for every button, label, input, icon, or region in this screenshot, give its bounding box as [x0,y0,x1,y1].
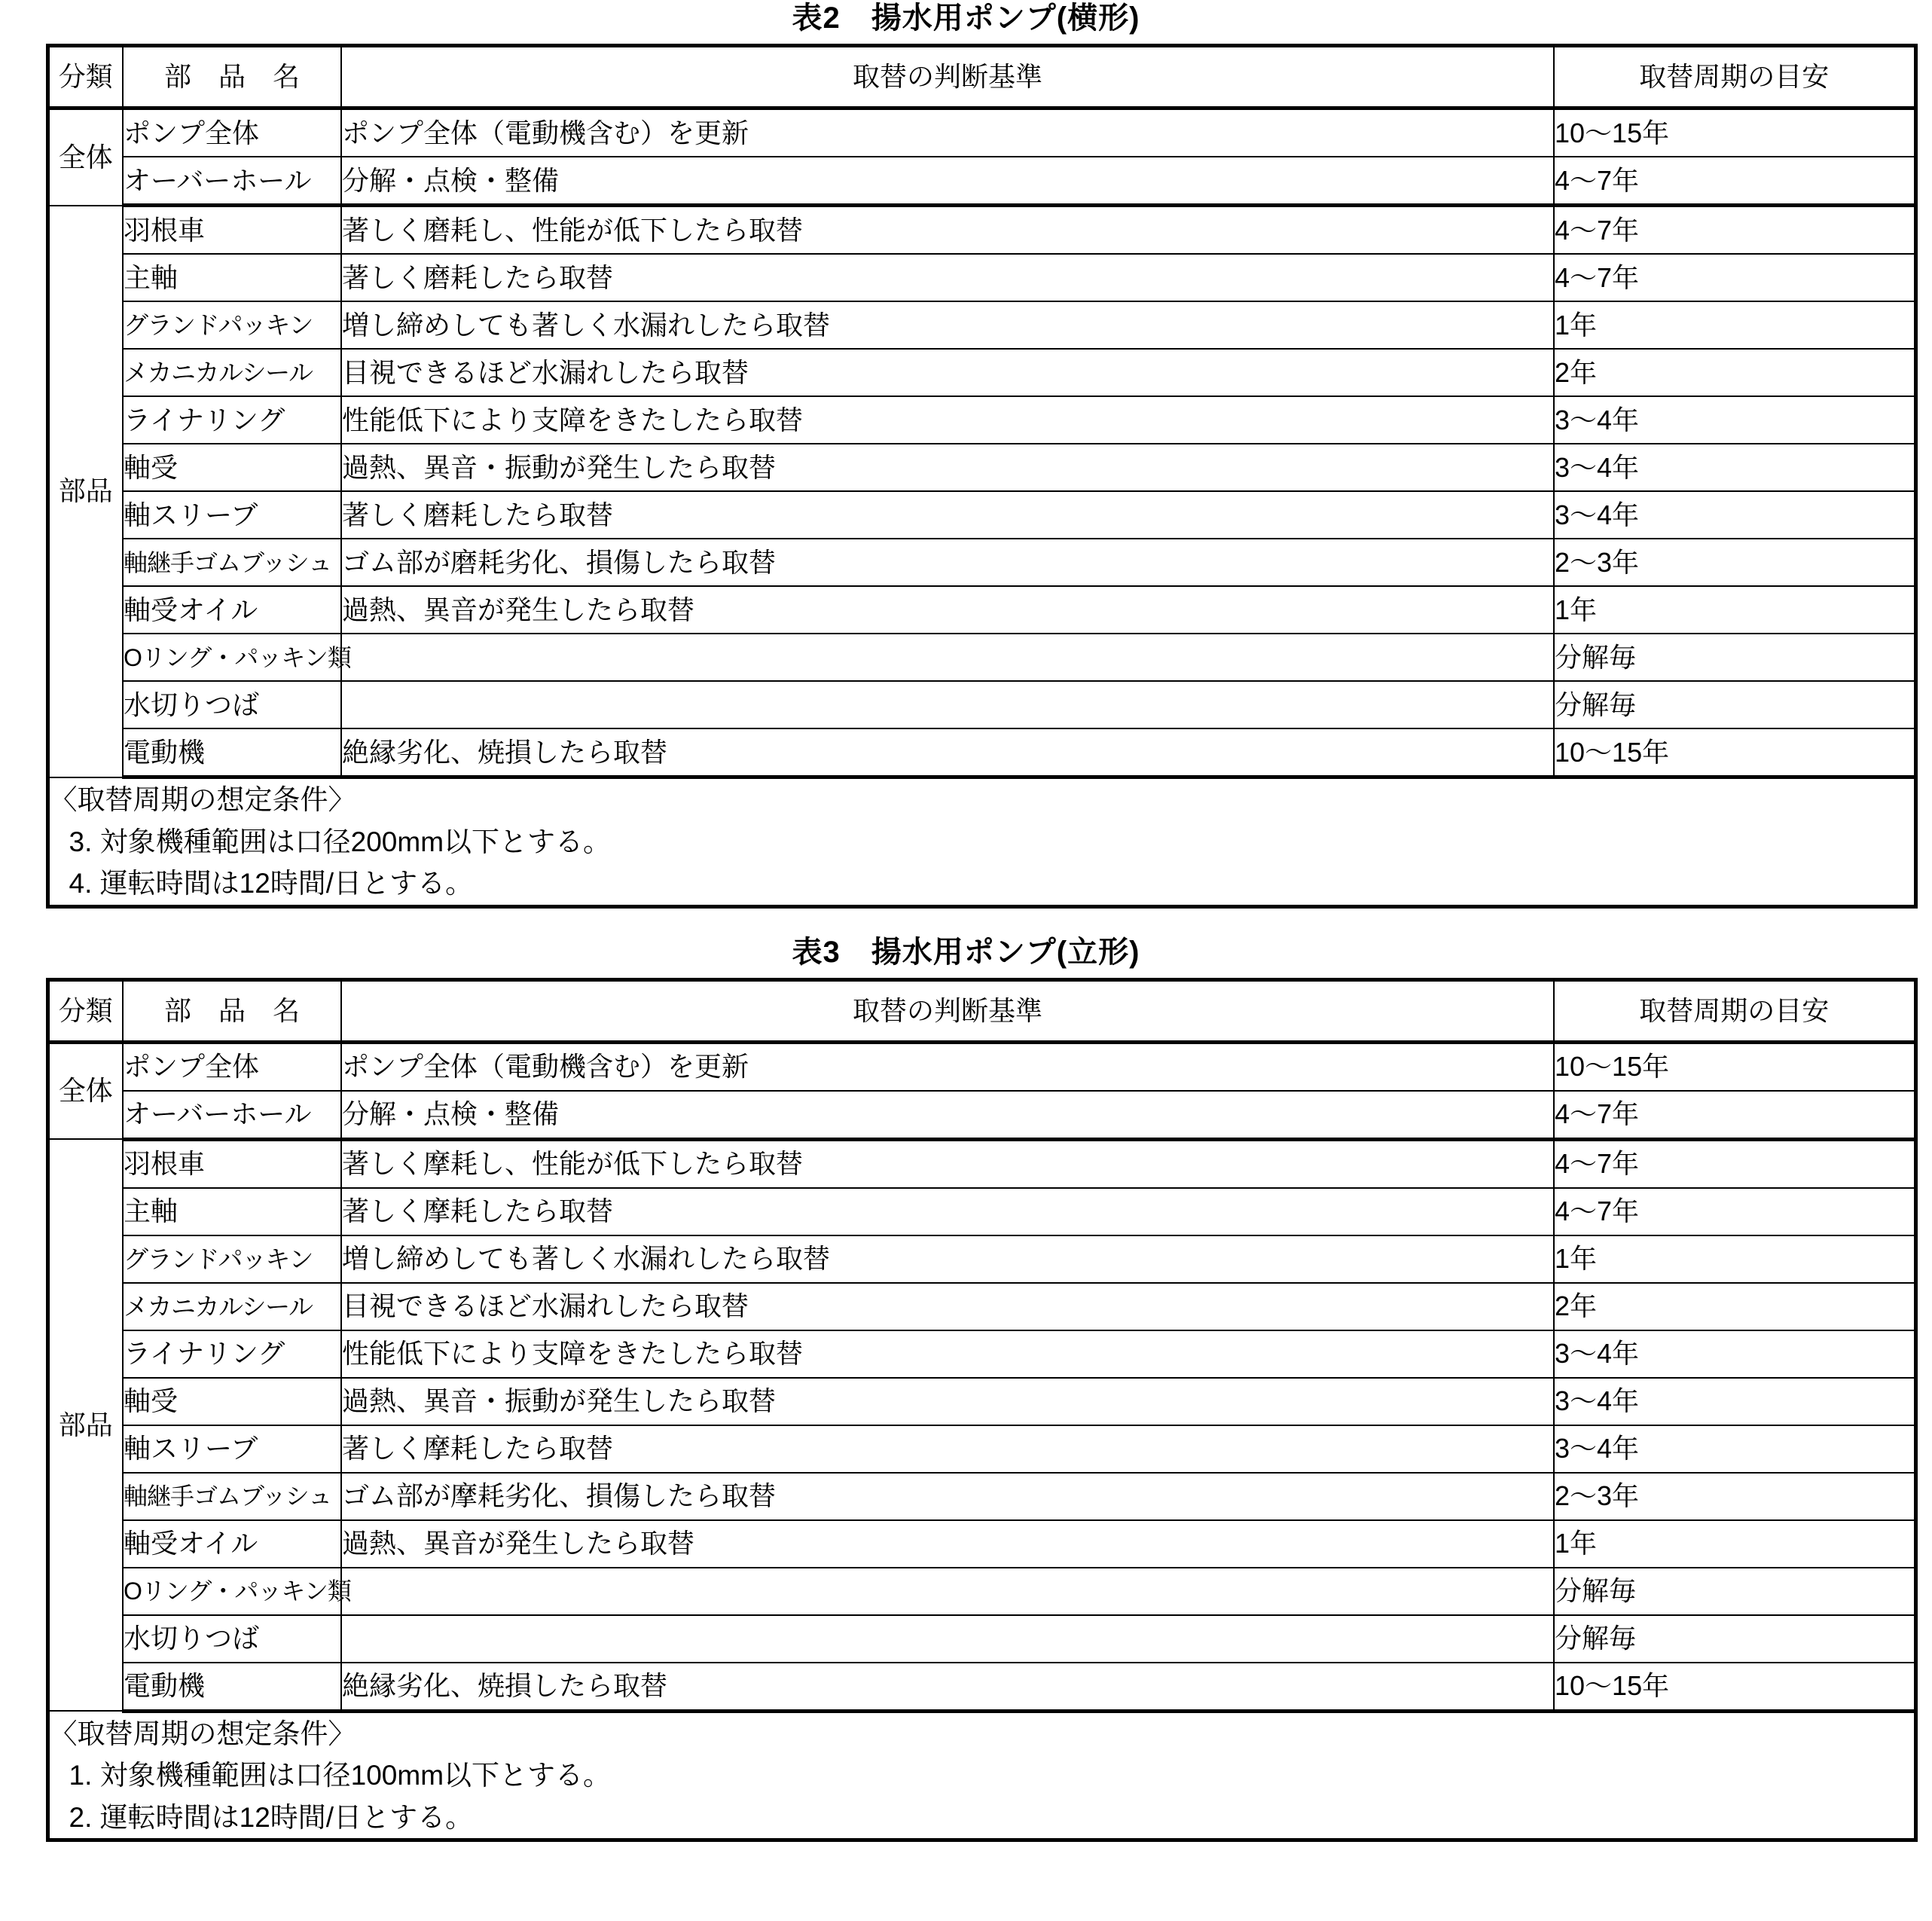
table-row [47,1235,1915,1283]
table-row [47,1425,1915,1473]
part-name: 軸継手ゴムブッシュ [123,539,341,586]
criteria: 絶縁劣化、焼損したら取替 [341,1663,1554,1712]
table-2-notes-row [47,777,1915,907]
cycle: 10〜15年 [1554,728,1915,777]
part-name: 軸受オイル [123,1520,341,1568]
part-name: Oリング・パッキン類 [123,634,341,681]
criteria: 過熱、異音・振動が発生したら取替 [341,1378,1554,1425]
table-3-title: 表3 揚水用ポンプ(立形) [792,935,1140,969]
part-name: オーバーホール [123,1091,341,1140]
cycle: 4〜7年 [1554,1188,1915,1235]
notes-item: 2. 運転時間は12時間/日とする。 [69,1801,474,1833]
header-criteria: 取替の判断基準 [341,46,1554,108]
part-name: グランドパッキン [123,301,341,349]
table-row [47,1283,1915,1330]
cycle: 3〜4年 [1554,1425,1915,1473]
table-row [47,157,1915,206]
criteria: 性能低下により支障をきたしたら取替 [341,1330,1554,1378]
cycle: 4〜7年 [1554,157,1915,206]
part-name: ライナリング [123,1330,341,1378]
cycle: 2年 [1554,1283,1915,1330]
table-row [47,1330,1915,1378]
criteria [341,681,1554,728]
criteria: 目視できるほど水漏れしたら取替 [341,1283,1554,1330]
table-row [47,681,1915,728]
criteria: ゴム部が磨耗劣化、損傷したら取替 [341,539,1554,586]
part-name: 電動機 [123,728,341,777]
criteria: 著しく磨耗したら取替 [341,491,1554,539]
table-row [47,586,1915,634]
header-part-name: 部 品 名 [123,46,341,108]
table-row [47,728,1915,777]
cycle: 1年 [1554,1235,1915,1283]
criteria: 著しく摩耗したら取替 [341,1425,1554,1473]
criteria: 分解・点検・整備 [341,157,1554,206]
table-row [47,254,1915,301]
part-name: 電動機 [123,1663,341,1712]
notes-block [47,777,1915,907]
notes-heading: 〈取替周期の想定条件〉 [49,784,356,815]
criteria: 著しく摩耗し、性能が低下したら取替 [341,1139,1554,1188]
notes-item: 1. 対象機種範囲は口径100mm以下とする。 [69,1760,612,1791]
table-2 [46,44,1918,909]
part-name: ポンプ全体 [123,1042,341,1091]
criteria: 性能低下により支障をきたしたら取替 [341,396,1554,444]
cycle: 2年 [1554,349,1915,396]
part-name: 軸受 [123,1378,341,1425]
criteria [341,634,1554,681]
table-row [47,1473,1915,1520]
cycle: 2〜3年 [1554,539,1915,586]
cycle: 分解毎 [1554,1568,1915,1615]
cycle: 3〜4年 [1554,491,1915,539]
criteria: 増し締めしても著しく水漏れしたら取替 [341,301,1554,349]
cycle: 4〜7年 [1554,206,1915,255]
table-3-body [47,1042,1915,1840]
table-row [47,1042,1915,1091]
cycle: 10〜15年 [1554,108,1915,157]
part-name: 主軸 [123,1188,341,1235]
criteria: ポンプ全体（電動機含む）を更新 [341,108,1554,157]
part-name: ライナリング [123,396,341,444]
criteria: 絶縁劣化、焼損したら取替 [341,728,1554,777]
cycle: 4〜7年 [1554,1091,1915,1140]
part-name: 主軸 [123,254,341,301]
cycle: 3〜4年 [1554,1330,1915,1378]
header-classification: 分類 [47,46,123,108]
criteria: 過熱、異音が発生したら取替 [341,1520,1554,1568]
criteria: 過熱、異音が発生したら取替 [341,586,1554,634]
cycle: 3〜4年 [1554,1378,1915,1425]
table-block-3 [25,909,1908,1843]
group-label-parts: 部品 [47,1139,123,1711]
group-label-whole: 全体 [47,1042,123,1139]
table-row [47,1188,1915,1235]
criteria: 目視できるほど水漏れしたら取替 [341,349,1554,396]
header-cycle: 取替周期の目安 [1554,46,1915,108]
table-row [47,1568,1915,1615]
criteria: 過熱、異音・振動が発生したら取替 [341,444,1554,491]
table-row [47,1378,1915,1425]
cycle: 分解毎 [1554,634,1915,681]
cycle: 2〜3年 [1554,1473,1915,1520]
part-name: 軸受オイル [123,586,341,634]
table-3-notes-row [47,1711,1915,1840]
cycle: 10〜15年 [1554,1042,1915,1091]
criteria: 増し締めしても著しく水漏れしたら取替 [341,1235,1554,1283]
table-2-header-row [47,46,1915,108]
cycle: 4〜7年 [1554,254,1915,301]
table-row [47,396,1915,444]
criteria: 著しく磨耗したら取替 [341,254,1554,301]
criteria: ゴム部が摩耗劣化、損傷したら取替 [341,1473,1554,1520]
table-3 [46,978,1918,1843]
table-row [47,1615,1915,1663]
part-name: メカニカルシール [123,349,341,396]
criteria: 著しく摩耗したら取替 [341,1188,1554,1235]
part-name: 軸スリーブ [123,1425,341,1473]
table-3-header [47,979,1915,1042]
table-row [47,301,1915,349]
cycle: 3〜4年 [1554,444,1915,491]
part-name: 軸スリーブ [123,491,341,539]
table-row [47,108,1915,157]
table-row [47,491,1915,539]
cycle: 分解毎 [1554,681,1915,728]
part-name: Oリング・パッキン類 [123,1568,341,1615]
table-row [47,349,1915,396]
table-2-header [47,46,1915,108]
table-row [47,634,1915,681]
notes-item: 4. 運転時間は12時間/日とする。 [69,868,474,899]
cycle: 3〜4年 [1554,396,1915,444]
part-name: 羽根車 [123,206,341,255]
group-label-parts: 部品 [47,206,123,777]
notes-item: 3. 対象機種範囲は口径200mm以下とする。 [69,826,612,857]
table-2-body [47,108,1915,907]
table-2-title: 表2 揚水用ポンプ(横形) [792,2,1140,35]
part-name: 水切りつば [123,681,341,728]
cycle: 1年 [1554,586,1915,634]
table-row [47,1139,1915,1188]
header-classification: 分類 [47,979,123,1042]
part-name: 軸継手ゴムブッシュ [123,1473,341,1520]
group-label-whole: 全体 [47,108,123,206]
criteria: ポンプ全体（電動機含む）を更新 [341,1042,1554,1091]
criteria [341,1568,1554,1615]
cycle: 1年 [1554,301,1915,349]
cycle: 10〜15年 [1554,1663,1915,1712]
table-3-header-row [47,979,1915,1042]
cycle: 1年 [1554,1520,1915,1568]
part-name: メカニカルシール [123,1283,341,1330]
notes-heading: 〈取替周期の想定条件〉 [49,1718,356,1749]
cycle: 4〜7年 [1554,1139,1915,1188]
table-row [47,1520,1915,1568]
table-row [47,539,1915,586]
header-criteria: 取替の判断基準 [341,979,1554,1042]
table-row [47,206,1915,255]
part-name: グランドパッキン [123,1235,341,1283]
cycle: 分解毎 [1554,1615,1915,1663]
part-name: オーバーホール [123,157,341,206]
header-cycle: 取替周期の目安 [1554,979,1915,1042]
table-block-2 [25,0,1908,909]
table-row [47,444,1915,491]
table-row [47,1663,1915,1712]
notes-block [47,1711,1915,1840]
part-name: 軸受 [123,444,341,491]
criteria: 著しく磨耗し、性能が低下したら取替 [341,206,1554,255]
criteria [341,1615,1554,1663]
header-part-name: 部 品 名 [123,979,341,1042]
table-row [47,1091,1915,1140]
part-name: ポンプ全体 [123,108,341,157]
criteria: 分解・点検・整備 [341,1091,1554,1140]
part-name: 羽根車 [123,1139,341,1188]
part-name: 水切りつば [123,1615,341,1663]
